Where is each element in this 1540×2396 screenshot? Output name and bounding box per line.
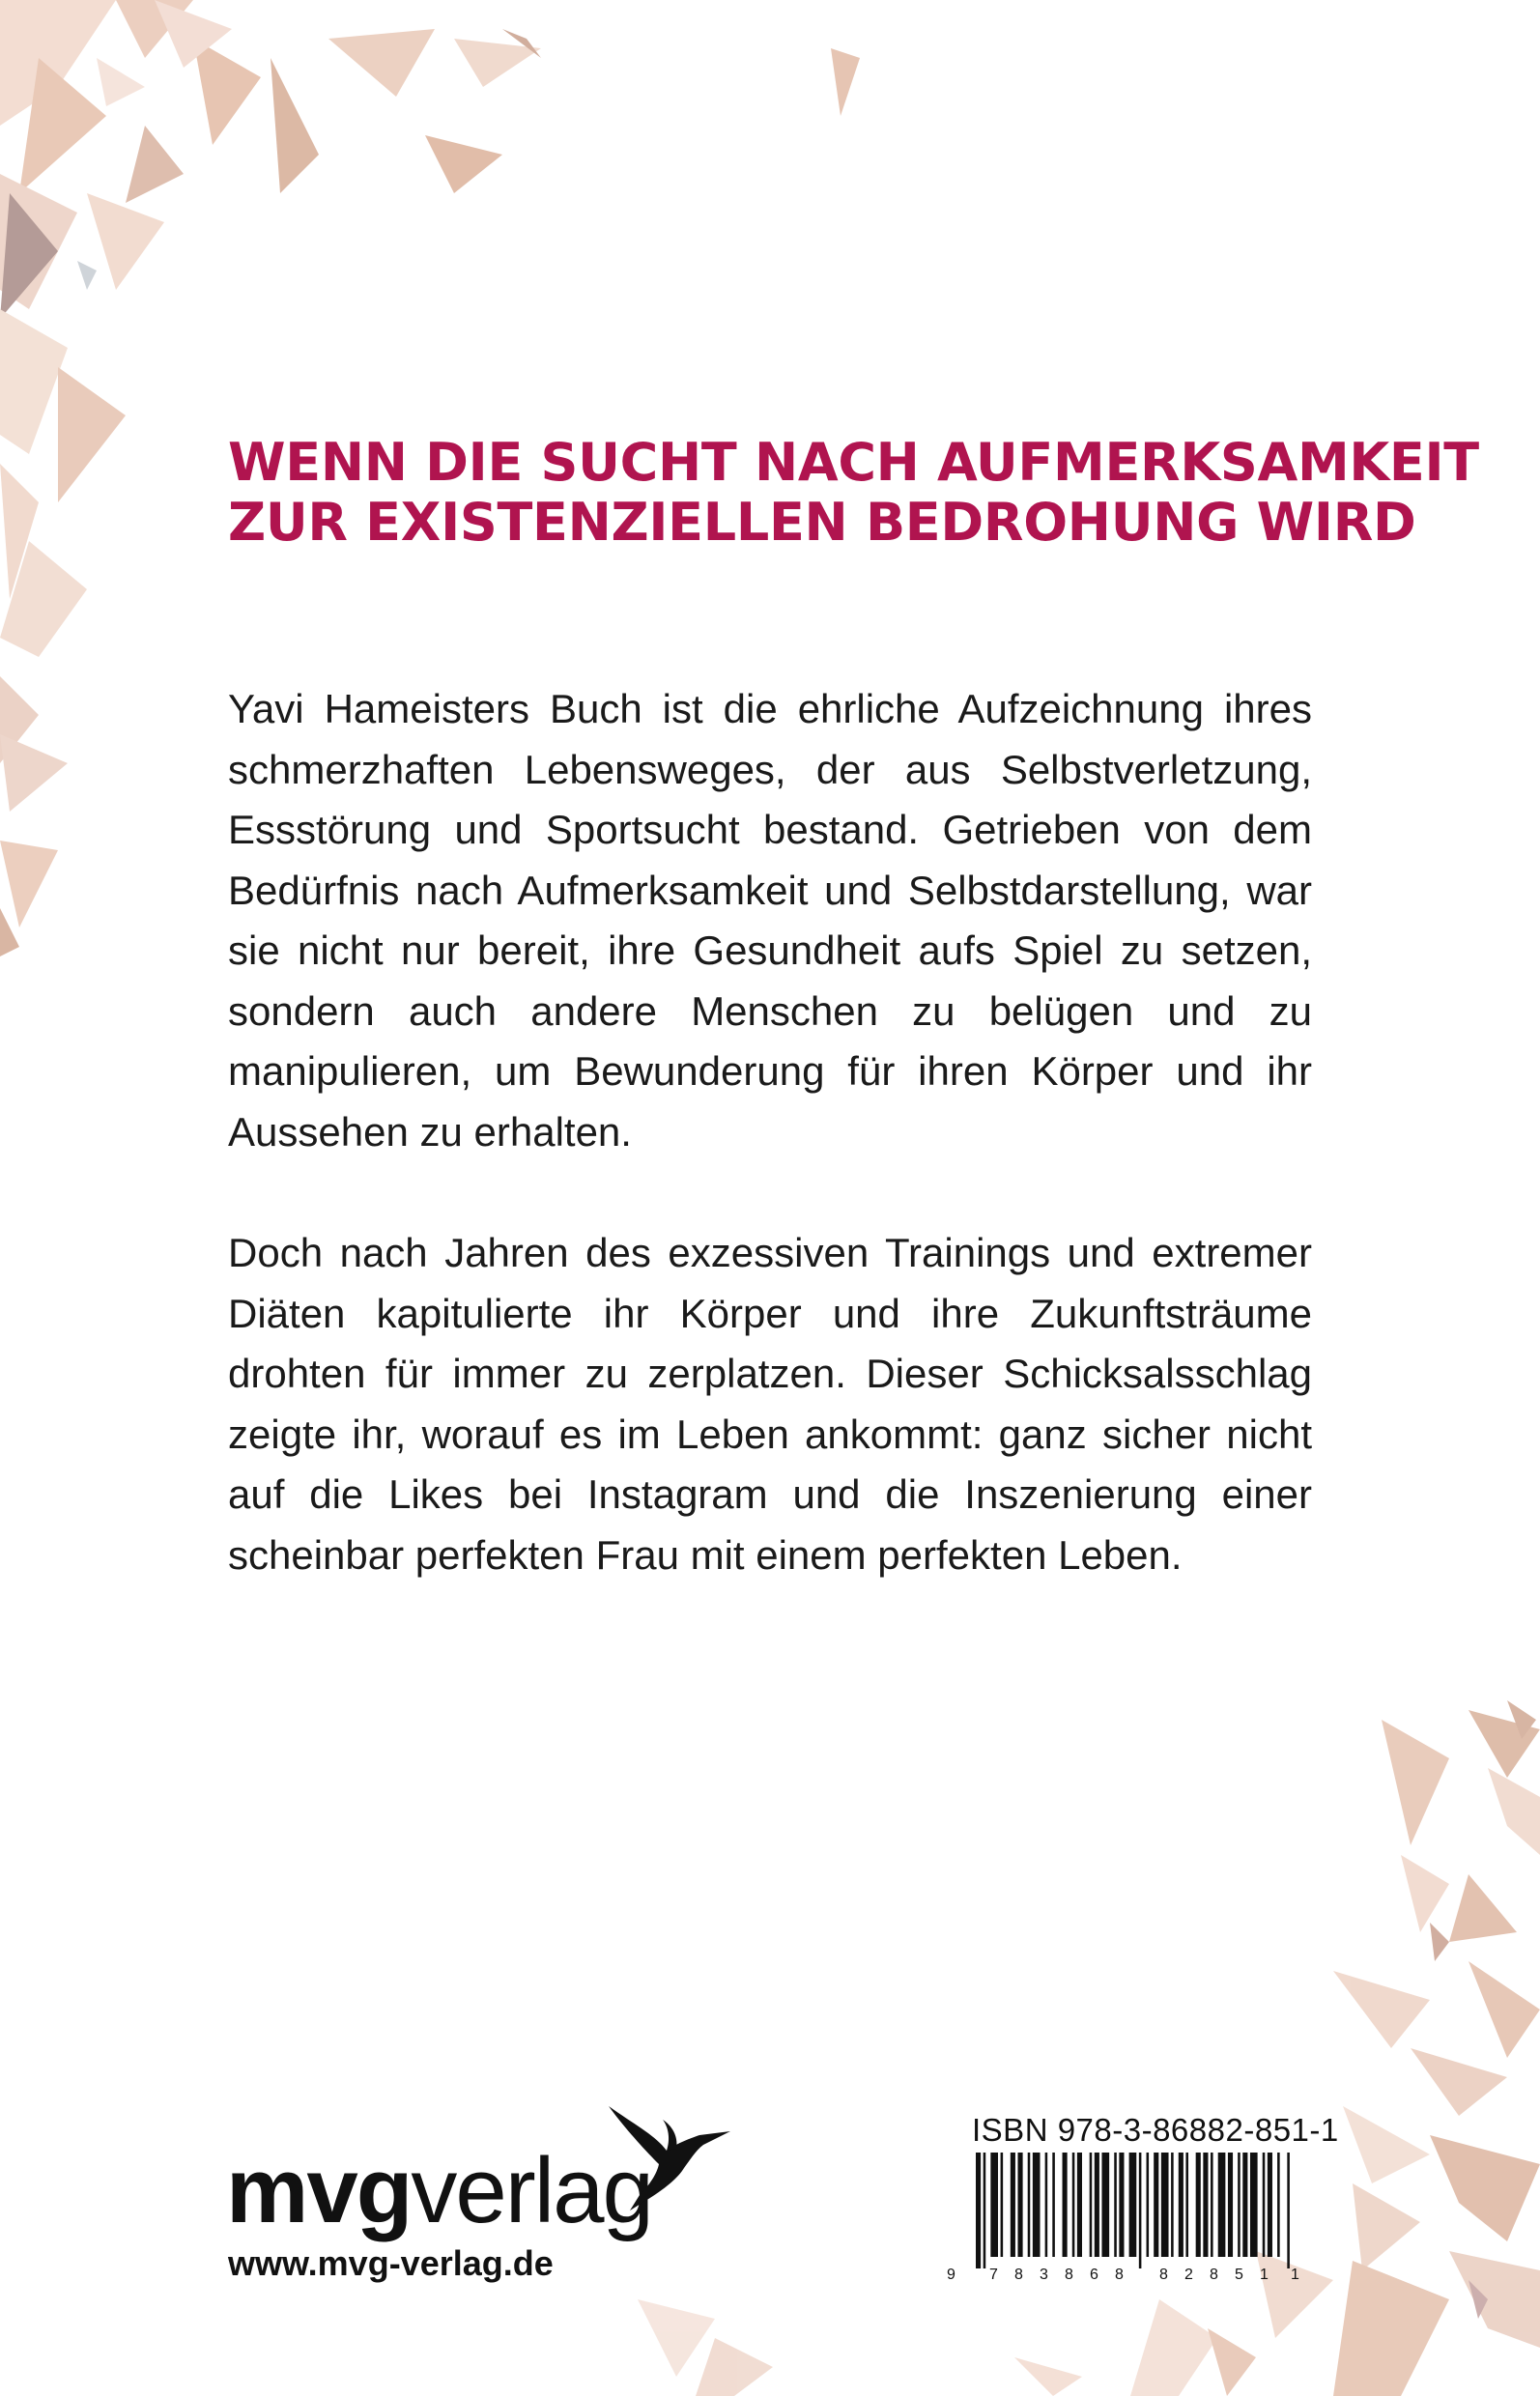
barcode-bar bbox=[1147, 2153, 1150, 2257]
barcode-bar bbox=[976, 2153, 981, 2268]
barcode-digit: 8 bbox=[1115, 2267, 1124, 2283]
barcode-bar bbox=[1077, 2153, 1082, 2257]
barcode-bar bbox=[1154, 2153, 1158, 2257]
barcode-bar bbox=[1211, 2153, 1213, 2257]
isbn-barcode-block bbox=[943, 2112, 1339, 2296]
barcode-bar bbox=[1171, 2153, 1174, 2257]
barcode-bar bbox=[1203, 2153, 1208, 2257]
barcode-bar bbox=[1287, 2153, 1290, 2268]
barcode-bar bbox=[1072, 2153, 1075, 2257]
barcode-bar bbox=[1028, 2153, 1031, 2257]
barcode-bar bbox=[1033, 2153, 1041, 2257]
barcode-bar bbox=[1263, 2153, 1266, 2257]
barcode-bar bbox=[1218, 2153, 1226, 2257]
barcode-bar bbox=[1129, 2153, 1137, 2257]
barcode-bar bbox=[1114, 2153, 1117, 2257]
barcode-bar bbox=[990, 2153, 998, 2257]
isbn-number: ISBN 978-3-86882-851-1 bbox=[972, 2112, 1339, 2148]
barcode-digit: 5 bbox=[1235, 2267, 1243, 2283]
barcode-digit: 6 bbox=[1090, 2267, 1098, 2283]
barcode-digit: 7 bbox=[989, 2267, 998, 2283]
barcode bbox=[976, 2153, 1295, 2268]
headline bbox=[228, 432, 1479, 553]
barcode-bar bbox=[1001, 2153, 1004, 2257]
publisher-wordmark bbox=[226, 2139, 652, 2242]
barcode-bar bbox=[1250, 2153, 1258, 2257]
barcode-digit: 8 bbox=[1065, 2267, 1073, 2283]
barcode-bar bbox=[1119, 2153, 1124, 2257]
barcode-bar bbox=[1045, 2153, 1048, 2257]
blurb bbox=[228, 679, 1312, 1646]
hummingbird-icon bbox=[607, 2106, 732, 2212]
barcode-bar bbox=[1179, 2153, 1184, 2257]
barcode-bar bbox=[1063, 2153, 1068, 2257]
blurb-paragraph-1: Yavi Hameisters Buch ist die ehrliche Aufzeichnung ihres schmerzhaften Lebensweges, der aus Selbstverletzung, Essstörung und Sportsucht bestand. Getrieben von dem Bedürfnis nach Aufmerksamkeit und Selbstdarstellung, war sie nicht nur bereit, ihre Gesundheit aufs Spiel zu setzen, sondern auch andere Menschen zu belügen und zu manipulieren, um Bewunderung für ihren Körper und ihr Aussehen zu erhalten. bbox=[228, 686, 1312, 1155]
barcode-bar bbox=[1228, 2153, 1233, 2257]
barcode-digit: 2 bbox=[1184, 2267, 1193, 2283]
barcode-bar bbox=[1101, 2153, 1109, 2257]
headline-line-1: WENN DIE SUCHT NACH AUFMERKSAMKEIT bbox=[228, 432, 1479, 493]
barcode-digit: 3 bbox=[1040, 2267, 1048, 2283]
barcode-bar bbox=[1011, 2153, 1015, 2257]
logo-verlag: verlag bbox=[411, 2139, 652, 2242]
barcode-digit: 8 bbox=[1014, 2267, 1023, 2283]
logo-mvg: mvg bbox=[226, 2139, 412, 2242]
barcode-bar bbox=[1052, 2153, 1055, 2257]
barcode-digit: 1 bbox=[1291, 2267, 1299, 2283]
barcode-bar bbox=[1185, 2153, 1188, 2257]
barcode-bar bbox=[1095, 2153, 1099, 2257]
barcode-bar bbox=[1277, 2153, 1280, 2257]
barcode-bar bbox=[1242, 2153, 1247, 2257]
barcode-bar bbox=[1161, 2153, 1169, 2257]
barcode-bar bbox=[1238, 2153, 1241, 2257]
barcode-bar bbox=[1196, 2153, 1201, 2257]
barcode-bar bbox=[1268, 2153, 1272, 2257]
barcode-bar bbox=[1090, 2153, 1093, 2257]
barcode-bar bbox=[1017, 2153, 1022, 2257]
barcode-bar bbox=[984, 2153, 986, 2268]
headline-line-2: ZUR EXISTENZIELLEN BEDROHUNG WIRD bbox=[228, 492, 1416, 553]
barcode-digit: 8 bbox=[1159, 2267, 1168, 2283]
barcode-bar bbox=[1139, 2153, 1142, 2268]
blurb-paragraph-2: Doch nach Jahren des exzessiven Trainings und extremer Diäten kapitulierte ihr Körper und ihre Zukunftsträume drohten für immer zu zerplatzen. Dieser Schicksalsschlag zeigte ihr, worauf es im Leben ankommt: ganz sicher nicht auf die Likes bei Instagram und die Inszenierung einer scheinbar perfekten Frau mit einem perfekten Leben. bbox=[228, 1230, 1312, 1578]
barcode-digits bbox=[947, 2267, 1304, 2292]
barcode-digit: 8 bbox=[1210, 2267, 1218, 2283]
barcode-digit: 1 bbox=[1260, 2267, 1269, 2283]
publisher-website: www.mvg-verlag.de bbox=[228, 2243, 554, 2283]
barcode-digit: 9 bbox=[947, 2267, 955, 2283]
